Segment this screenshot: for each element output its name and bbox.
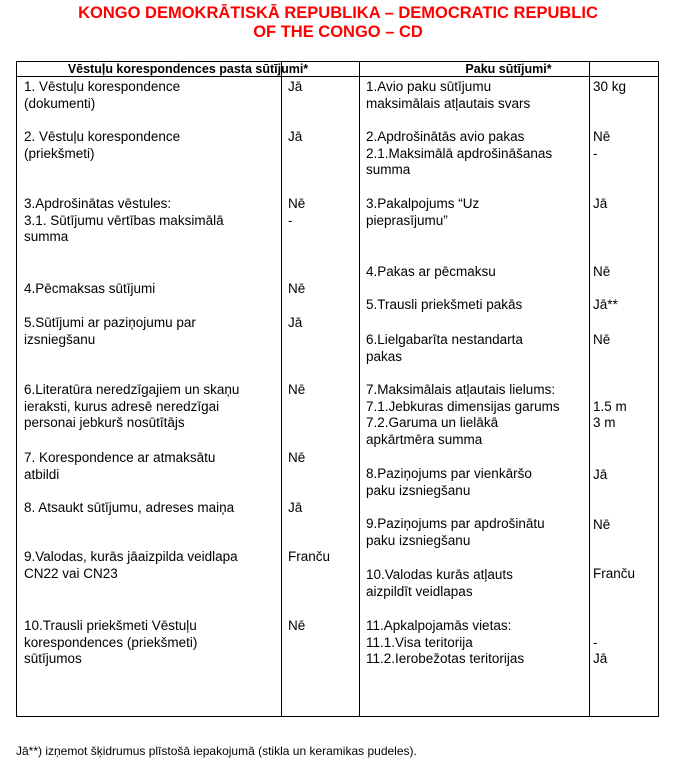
left-row-label: 2. Vēstuļu korespondence (priekšmeti)	[24, 129, 181, 161]
left-row-value: Jā	[288, 129, 303, 144]
right-row-label: 8.Paziņojums par vienkāršo paku izsniegšanu	[366, 466, 532, 498]
left-row-value: Jā	[288, 315, 303, 330]
left-row-label: 7. Korespondence ar atmaksātu atbildi	[24, 450, 216, 482]
right-row-value: Franču	[593, 565, 636, 581]
letter-mail-header: Vēstuļu korespondences pasta sūtījumi*	[67, 62, 309, 76]
right-row-value: Nē	[593, 516, 611, 532]
left-row-label: 4.Pēcmaksas sūtījumi	[24, 281, 156, 296]
right-row-value: Jā**	[593, 297, 618, 312]
page-title	[0, 4, 676, 42]
footnote: Jā**) izņemot šķidrumus plīstošā iepakojumā (stikla un keramikas pudeles).	[16, 744, 417, 758]
parcel-header: Paku sūtījumi*	[465, 62, 552, 76]
right-row-label: 10.Valodas kurās atļauts aizpildīt veidlapas	[366, 567, 513, 599]
left-row-value: Nē	[288, 281, 306, 296]
left-row-label: 10.Trausli priekšmeti Vēstuļu korespondences (priekšmeti) sūtījumos	[24, 618, 198, 666]
left-row-label: 9.Valodas, kurās jāaizpilda veidlapa CN22 vai CN23	[24, 549, 238, 581]
right-row-label: 1.Avio paku sūtījumu maksimālais atļautais svars	[366, 79, 531, 111]
divider-left-values	[281, 62, 282, 716]
right-row-label: 6.Lielgabarīta nestandarta pakas	[366, 332, 523, 364]
left-row-value: Jā	[288, 500, 303, 515]
divider-right-values	[589, 62, 590, 716]
right-row-label: 11.Apkalpojamās vietas: 11.1.Visa teritorija 11.2.Ierobežotas teritorijas	[366, 618, 525, 666]
left-row-label: 5.Sūtījumi ar paziņojumu par izsniegšanu	[24, 315, 196, 347]
left-row-value: Nē	[288, 450, 306, 465]
right-row-label: 9.Paziņojums par apdrošinātu paku izsniegšanu	[366, 516, 545, 548]
right-row-label: 7.Maksimālais atļautais lielums: 7.1.Jebkuras dimensijas garums 7.2.Garuma un lielākā apkārtmēra summa	[366, 382, 560, 447]
title-line-2: OF THE CONGO – CD	[253, 23, 423, 41]
left-row-value: Nē	[288, 382, 306, 397]
right-row-value: Nē	[593, 264, 611, 279]
right-row-label: 3.Pakalpojums “Uz pieprasījumu”	[366, 196, 480, 228]
right-row-label: 4.Pakas ar pēcmaksu	[366, 264, 496, 279]
divider-center	[359, 62, 360, 716]
left-row-value: Nē	[288, 618, 306, 633]
right-row-value: 1.5 m 3 m	[593, 398, 627, 430]
left-row-label: 6.Literatūra neredzīgajiem un skaņu ieraksti, kurus adresē neredzīgai personai jebkurš nosūtītājs	[24, 382, 240, 430]
right-row-label: 2.Apdrošinātās avio pakas 2.1.Maksimālā apdrošināšanas summa	[366, 129, 553, 177]
header-divider	[17, 76, 658, 77]
left-row-value: Nē -	[288, 196, 306, 228]
right-row-label: 5.Trausli priekšmeti pakās	[366, 297, 523, 312]
right-row-value: Nē	[593, 332, 611, 347]
left-row-value: Franču	[288, 549, 331, 564]
right-row-value: Jā	[593, 466, 608, 482]
left-row-value: Jā	[288, 79, 303, 94]
left-row-label: 1. Vēstuļu korespondence (dokumenti)	[24, 79, 181, 111]
right-row-value: - Jā	[593, 634, 608, 666]
right-row-value: Nē -	[593, 129, 611, 161]
left-row-label: 8. Atsaukt sūtījumu, adreses maiņa	[24, 500, 235, 515]
right-row-value: Jā	[593, 196, 608, 211]
right-row-value: 30 kg	[593, 79, 627, 94]
postal-services-table	[16, 61, 659, 717]
title-line-1: KONGO DEMOKRĀTISKĀ REPUBLIKA – DEMOCRATIC REPUBLIC	[78, 4, 598, 22]
left-row-label: 3.Apdrošinātas vēstules: 3.1. Sūtījumu vērtības maksimālā summa	[24, 196, 224, 244]
